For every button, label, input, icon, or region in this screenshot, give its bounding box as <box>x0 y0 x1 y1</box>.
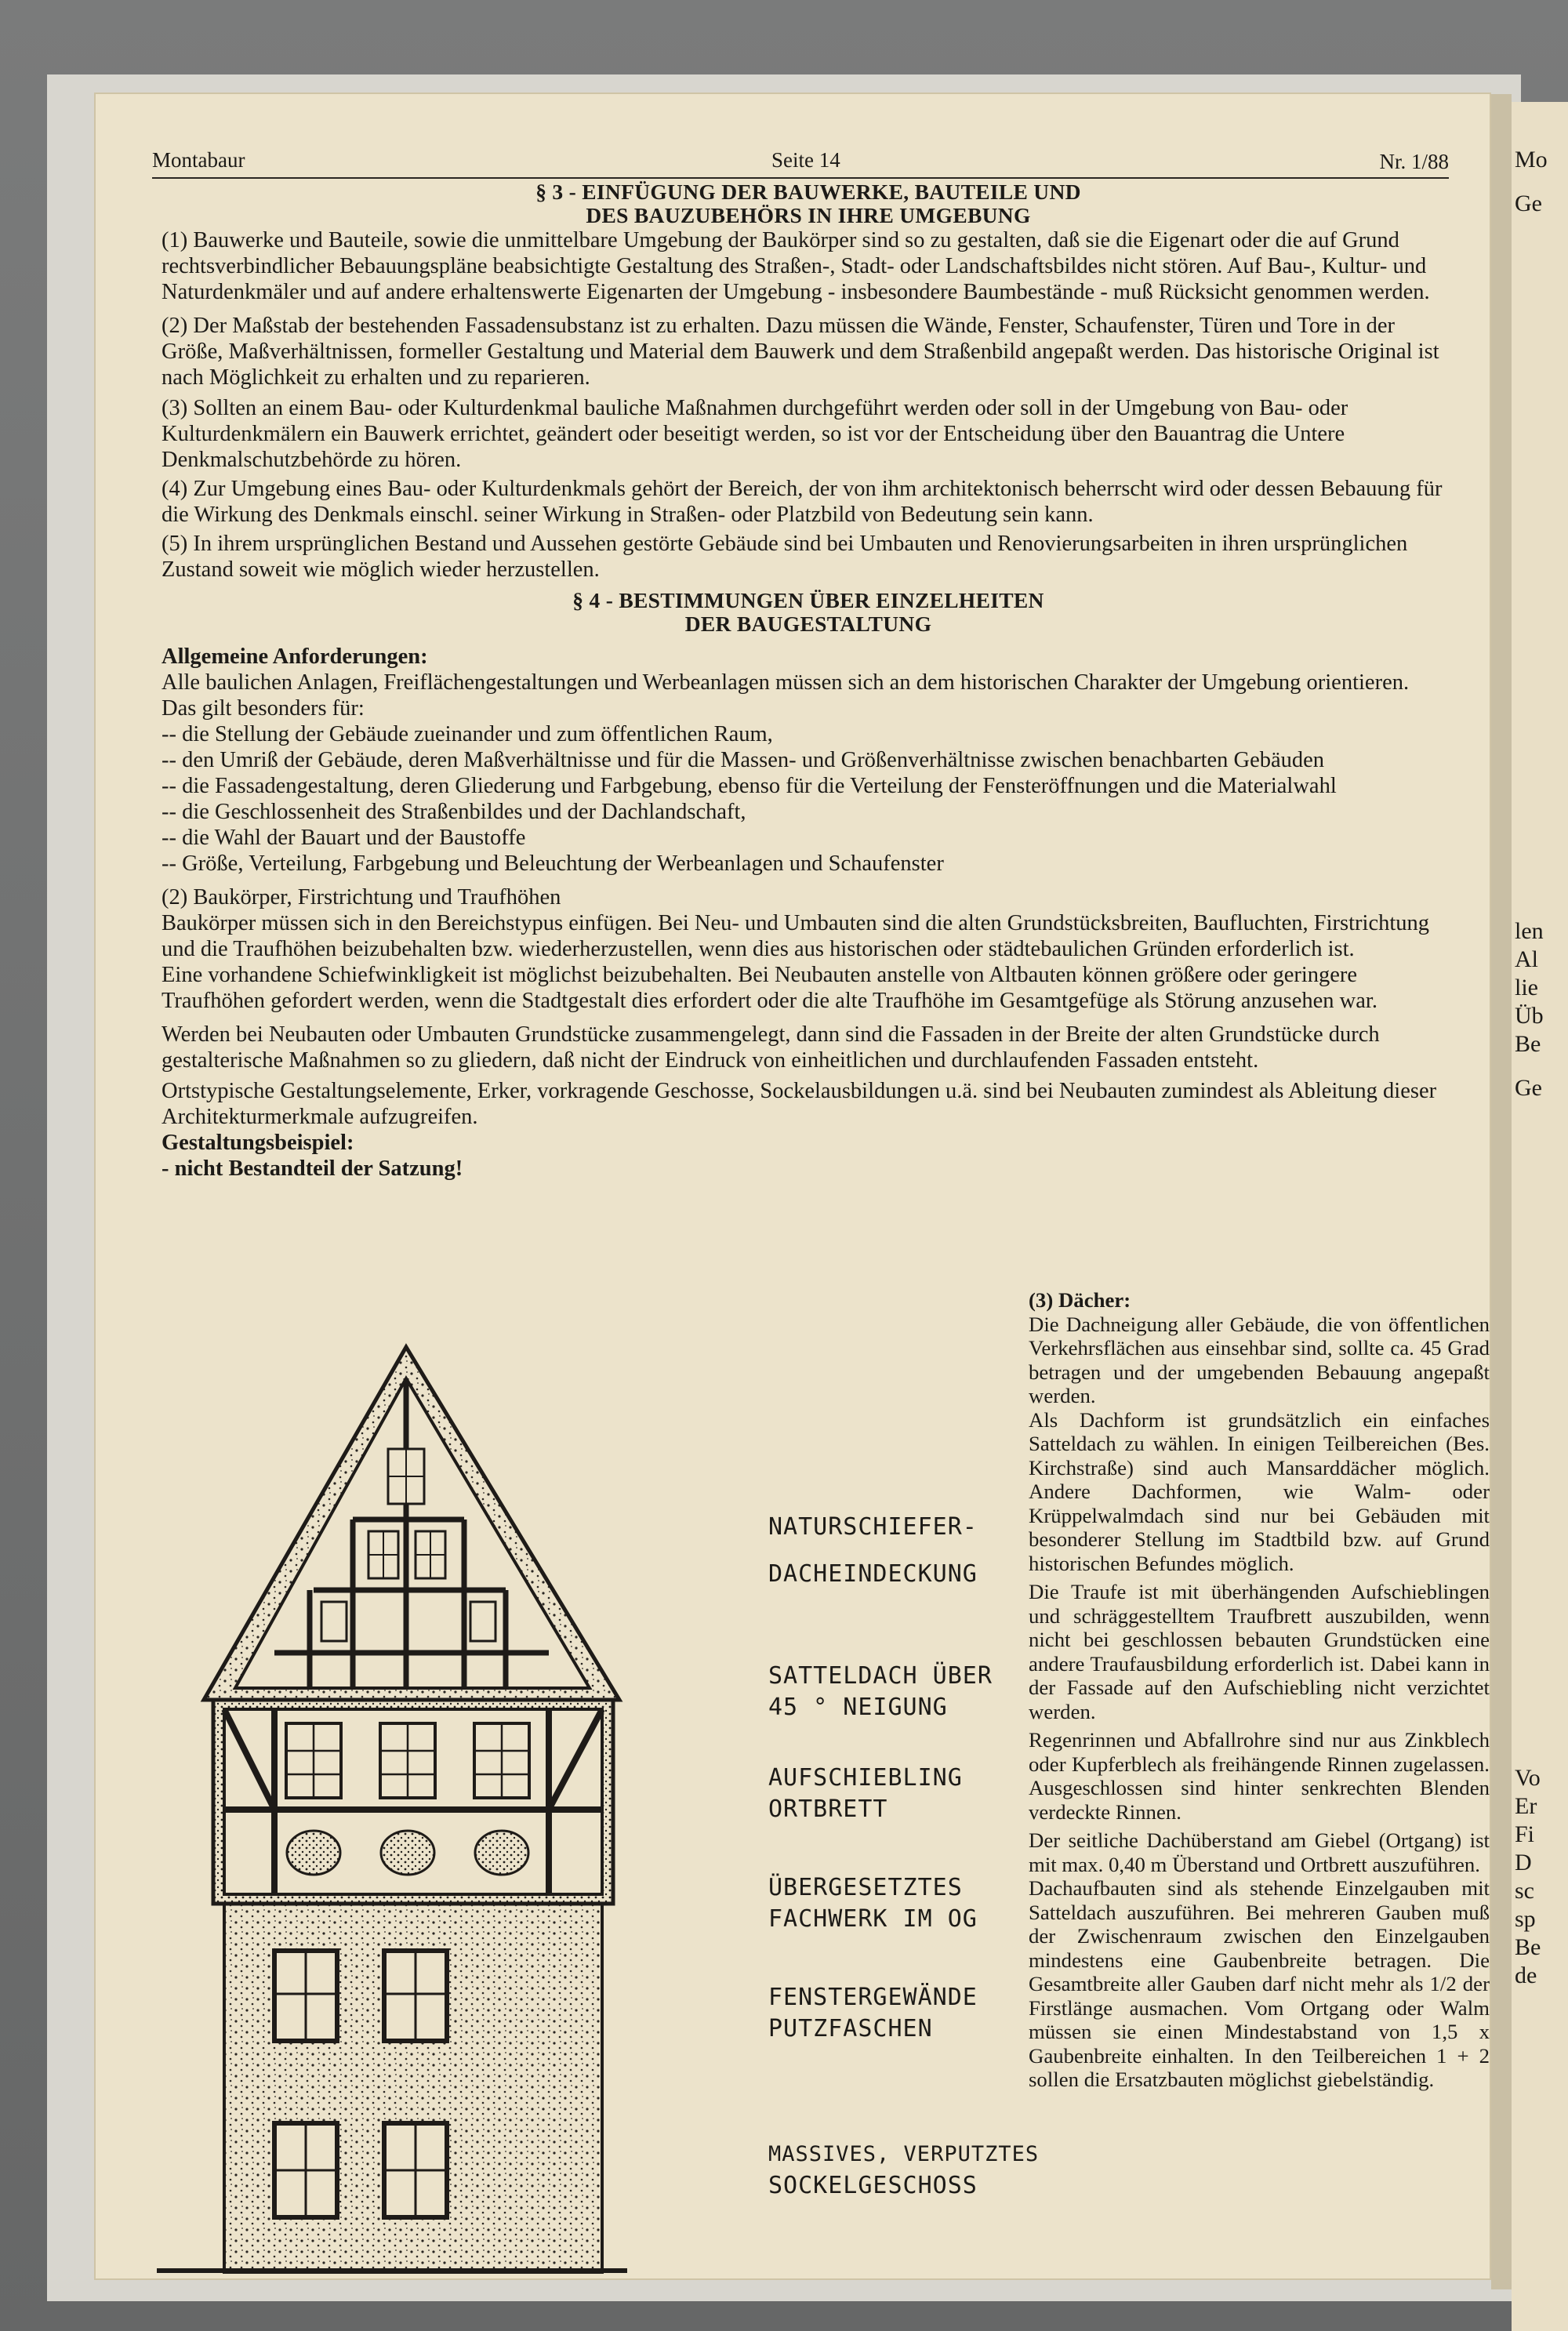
label-roof-covering: DACHEINDECKUNG <box>768 1560 978 1588</box>
section4-subtitle: DER BAUGESTALTUNG <box>684 612 932 636</box>
building-body-paragraph-1: Baukörper müssen sich in den Bereichstypus einfügen. Bei Neu- und Umbauten sind die alten Grundstücksbreiten, Baufluchten, Firstrichtung und die Traufhöhen beizubehalten bzw. wiederherzustellen, wenn dies aus historischen oder städtebaulichen Gründen erforderlich ist. <box>162 911 1430 961</box>
document-page <box>94 93 1491 2280</box>
list-item: -- die Wahl der Bauart und der Baustoffe <box>162 826 526 850</box>
edge-text: Al <box>1515 946 1538 972</box>
section3-paragraph-4: (4) Zur Umgebung eines Bau- oder Kulturdenkmals gehört der Bereich, der von ihm architektonisch beherrscht wird oder dessen Bebauung für die Wirkung des Denkmals einschl. seiner Wirkung in Straßen- oder Platzbild von Bedeutung sein kann. <box>162 477 1443 527</box>
section4-title: § 4 - BESTIMMUNGEN ÜBER EINZELHEITEN <box>572 588 1044 612</box>
roofs-heading: (3) Dächer: <box>1029 1288 1131 1312</box>
section3-title: § 3 - EINFÜGUNG DER BAUWERKE, BAUTEILE UND <box>535 180 1081 204</box>
edge-text: Be <box>1515 1031 1541 1057</box>
list-item: -- Größe, Verteilung, Farbgebung und Beleuchtung der Werbeanlagen und Schaufenster <box>162 851 944 876</box>
edge-text: Üb <box>1515 1003 1544 1029</box>
edge-text: len <box>1515 918 1544 944</box>
general-requirements-heading: Allgemeine Anforderungen: <box>162 644 428 669</box>
roofs-paragraph-4: Regenrinnen und Abfallrohre sind nur aus Zinkblech oder Kupferblech als freihängende Rinnen zugelassen. Ausgeschlossen sind hinter senkrechten Blenden verdeckte Rinnen. <box>1029 1728 1490 1824</box>
label-verge-board: ORTBRETT <box>768 1795 888 1823</box>
section3-paragraph-5: (5) In ihrem ursprünglichen Bestand und Aussehen gestörte Gebäude sind bei Umbauten und Renovierungsarbeiten in ihren ursprünglichen Zustand soweit wie möglich wieder herzustellen. <box>162 532 1408 582</box>
header-issue-number: Nr. 1/88 <box>1379 150 1449 173</box>
building-body-paragraph-3: Werden bei Neubauten oder Umbauten Grundstücke zusammengelegt, dann sind die Fassaden in der Breite der alten Grundstücke durch gestalterische Maßnahmen so zu gliedern, daß nicht der Eindruck von einheitlichen und durchlaufenden Fassaden entsteht. <box>162 1022 1380 1073</box>
edge-text: Mo <box>1515 147 1548 172</box>
roofs-paragraph-5: Der seitliche Dachüberstand am Giebel (Ortgang) ist mit max. 0,40 m Überstand und Ortbrett auszuführen. <box>1029 1828 1490 1876</box>
section3-subtitle: DES BAUZUBEHÖRS IN IHRE UMGEBUNG <box>586 203 1031 227</box>
edge-text: Er <box>1515 1793 1537 1819</box>
list-item: -- die Fassadengestaltung, deren Gliederung und Farbgebung, ebenso für die Verteilung der Fensteröffnungen und die Materialwahl <box>162 774 1337 798</box>
label-base-storey: SOCKELGESCHOSS <box>768 2172 978 2199</box>
list-item: -- den Umriß der Gebäude, deren Maßverhältnisse und für die Massen- und Größenverhältnisse zwischen benachbarten Gebäuden <box>162 748 1325 772</box>
label-roof-pitch: 45 ° NEIGUNG <box>768 1694 948 1721</box>
list-item: -- die Stellung der Gebäude zueinander und zum öffentlichen Raum, <box>162 722 773 746</box>
building-body-heading: (2) Baukörper, Firstrichtung und Traufhöhen <box>162 885 561 910</box>
section3-paragraph-1: (1) Bauwerke und Bauteile, sowie die unmittelbare Umgebung der Baukörper sind so zu gestalten, daß sie die Eigenart oder die auf Grund rechtsverbindlicher Bebauungspläne beabsichtigte Gestaltung des Straßen-, Stadt- oder Landschaftsbildes nicht stören. Auf Bau-, Kultur- und Naturdenkmäler und auf andere erhaltenswerte Eigenarten der Umgebung - insbesondere Baumbestände - muß Rücksicht genommen werden. <box>162 228 1430 304</box>
label-eaves-board: AUFSCHIEBLING <box>768 1764 963 1792</box>
edge-text: Ge <box>1515 191 1542 216</box>
label-solid-plastered: MASSIVES, VERPUTZTES <box>768 2142 1040 2166</box>
label-timber-frame-og: FACHWERK IM OG <box>768 1905 978 1933</box>
building-illustration <box>157 1261 1040 2280</box>
edge-text: Fi <box>1515 1821 1535 1847</box>
example-note: - nicht Bestandteil der Satzung! <box>162 1156 463 1181</box>
list-item: -- die Geschlossenheit des Straßenbildes und der Dachlandschaft, <box>162 800 746 824</box>
edge-text: sc <box>1515 1878 1534 1904</box>
label-plaster-bands: PUTZFASCHEN <box>768 2015 933 2042</box>
edge-text: D <box>1515 1850 1532 1875</box>
page-edge-shadow <box>1491 94 1512 2289</box>
edge-text: de <box>1515 1962 1537 1988</box>
roofs-paragraph-6: Dachaufbauten sind als stehende Einzelgauben mit Satteldach auszuführen. Bei mehreren Gauben muß der Zwischenraum zwischen den Einzelgauben mindestens eine Gaubenbreite betragen. Die Gesamtbreite aller Gauben darf nicht mehr als 1/2 der Firstlänge ausmachen. Vom Ortgang oder Walm müssen sie einen Mindestabstand von 1,5 x Gaubenbreite einhalten. In den Teilbereichen 1 + 2 sollen die Ersatzbauten möglichst giebelständig. <box>1029 1876 1490 2091</box>
half-timbered-house-drawing <box>157 1261 760 2280</box>
page-header <box>152 140 1449 179</box>
building-body-paragraph-4: Ortstypische Gestaltungselemente, Erker, vorkragende Geschosse, Sockelausbildungen u.ä. sind bei Neubauten zumindest als Ableitung dieser Architekturmerkmale aufzugreifen. <box>162 1079 1437 1129</box>
section3-paragraph-3: (3) Sollten an einem Bau- oder Kulturdenkmal bauliche Maßnahmen durchgeführt werden oder soll in der Umgebung von Bau- oder Kulturdenkmälern ein Bauwerk errichtet, geändert oder beseitigt werden, so ist vor der Entscheidung über den Bauantrag die Untere Denkmalschutzbehörde zu hören. <box>162 396 1348 472</box>
section3-paragraph-2: (2) Der Maßstab der bestehenden Fassadensubstanz ist zu erhalten. Dazu müssen die Wände, Fenster, Schaufenster, Türen und Tore in der Größe, Maßverhältnissen, formeller Gestaltung und Material dem Bauwerk und dem Straßenbild angepaßt werden. Das historische Original ist nach Möglichkeit zu erhalten und zu reparieren. <box>162 314 1439 390</box>
label-roof-slate: NATURSCHIEFER- <box>768 1513 978 1541</box>
roofs-paragraph-1: Die Dachneigung aller Gebäude, die von öffentlichen Verkehrsflächen aus einsehbar sind, sollte ca. 45 Grad betragen und der umgebenden Bebauung angepaßt werden. <box>1029 1312 1490 1407</box>
roofs-paragraph-2: Als Dachform ist grundsätzlich ein einfaches Satteldach zu wählen. In einigen Teilbereichen (Bes. Kirchstraße) sind auch Mansarddächer möglich. Andere Dachformen, wie Walm- oder Krüppelwalmdach sind nur bei Gebäuden mit besonderer Stellung im Stadtbild bzw. auf Grund historischen Befundes möglich. <box>1029 1407 1490 1575</box>
edge-text: Be <box>1515 1934 1541 1960</box>
example-heading: Gestaltungsbeispiel: <box>162 1131 354 1155</box>
general-requirements-text: Alle baulichen Anlagen, Freiflächengestaltungen und Werbeanlagen müssen sich an dem historischen Charakter der Umgebung orientieren. <box>162 670 1410 695</box>
edge-text: Ge <box>1515 1075 1542 1101</box>
edge-text: lie <box>1515 975 1538 1000</box>
adjacent-page-edge <box>1512 102 1568 2331</box>
main-text-column <box>162 180 1455 1182</box>
label-gable-roof: SATTELDACH ÜBER <box>768 1662 993 1690</box>
list-intro: Das gilt besonders für: <box>162 696 365 721</box>
roofs-paragraph-3: Die Traufe ist mit überhängenden Aufschieblingen und schräggestelltem Traufbrett auszubilden, wenn nicht bei geschlossen bebauten Grundstücken eine andere Traufausbildung erforderlich ist. Dabei kann in der Fassade auf den Aufschiebling nicht verzichtet werden. <box>1029 1580 1490 1723</box>
edge-text: sp <box>1515 1906 1536 1932</box>
edge-text: Vo <box>1515 1765 1541 1791</box>
label-timber-frame: ÜBERGESETZTES <box>768 1874 963 1901</box>
building-body-paragraph-2: Eine vorhandene Schiefwinkligkeit ist möglichst beizubehalten. Bei Neubauten anstelle von Altbauten können größere oder geringere Traufhöhen gefordert werden, wenn die Stadtgestalt dies erfordert oder die alte Traufhöhe im Gesamtgefüge als Störung anzusehen war. <box>162 963 1377 1013</box>
header-town: Montabaur <box>152 148 245 172</box>
roofs-column <box>1029 1288 1490 2097</box>
header-page-number: Seite 14 <box>771 148 840 172</box>
label-window-surrounds: FENSTERGEWÄNDE <box>768 1984 978 2011</box>
